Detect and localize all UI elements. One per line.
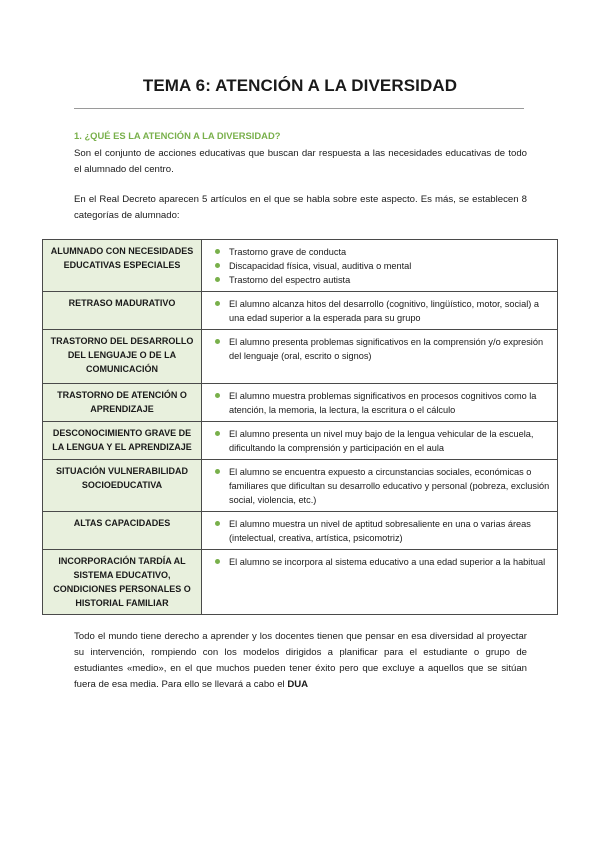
category-item: El alumno presenta un nivel muy bajo de la lengua vehicular de la escuela, dificultando la comprensión y participación en el aula bbox=[214, 427, 551, 455]
category-description bbox=[202, 422, 558, 460]
category-description bbox=[202, 330, 558, 384]
category-item: El alumno alcanza hitos del desarrollo (cognitivo, lingüístico, motor, social) a una edad superior a la esperada para su grupo bbox=[214, 297, 551, 325]
category-item: El alumno muestra un nivel de aptitud sobresaliente en una o varias áreas (intelectual, creativa, artística, psicomotriz) bbox=[214, 517, 551, 545]
category-description bbox=[202, 512, 558, 550]
category-label: TRASTORNO DEL DESARROLLO DEL LENGUAJE O DE LA COMUNICACIÓN bbox=[43, 330, 202, 384]
category-row bbox=[43, 512, 558, 550]
category-description bbox=[202, 292, 558, 330]
category-item: El alumno se incorpora al sistema educativo a una edad superior a la habitual bbox=[214, 555, 551, 569]
category-item-list bbox=[214, 335, 551, 363]
category-row bbox=[43, 422, 558, 460]
category-label: INCORPORACIÓN TARDÍA AL SISTEMA EDUCATIVO, CONDICIONES PERSONALES O HISTORIAL FAMILIAR bbox=[43, 550, 202, 615]
category-label: ALUMNADO CON NECESIDADES EDUCATIVAS ESPECIALES bbox=[43, 240, 202, 292]
category-item-list bbox=[214, 297, 551, 325]
category-row bbox=[43, 330, 558, 384]
categories-table-body bbox=[43, 240, 558, 615]
closing-emphasis: DUA bbox=[287, 679, 309, 690]
category-item-list bbox=[214, 517, 551, 545]
category-description bbox=[202, 460, 558, 512]
category-label: TRASTORNO DE ATENCIÓN O APRENDIZAJE bbox=[43, 384, 202, 422]
title-divider bbox=[74, 108, 524, 109]
title-rest: : ATENCIÓN A LA DIVERSIDAD bbox=[205, 76, 458, 95]
title-prefix: TEMA 6 bbox=[142, 76, 206, 95]
category-item-list bbox=[214, 555, 551, 569]
category-row bbox=[43, 292, 558, 330]
closing-text: Todo el mundo tiene derecho a aprender y los docentes tienen que pensar en esa diversidad al proyectar su intervención, rompiendo con los modelos dirigidos a planificar para el estudiante o grupo de estudiantes «medio», en el que muchos pueden tener éxito pero que excluye a aquellos que se sitúan fuera de esa media. Para ello se llevará a cabo el bbox=[74, 631, 527, 690]
section-number: 1. bbox=[74, 130, 82, 141]
category-item-list bbox=[214, 389, 551, 417]
intro-paragraph-2: En el Real Decreto aparecen 5 artículos en el que se habla sobre este aspecto. Es más, se establecen 8 categorías de alumnado: bbox=[74, 194, 527, 221]
category-row bbox=[43, 384, 558, 422]
category-description bbox=[202, 550, 558, 615]
closing-paragraph bbox=[74, 629, 527, 693]
section-heading-text: ¿QUÉ ES LA ATENCIÓN A LA DIVERSIDAD? bbox=[84, 130, 281, 141]
category-row bbox=[43, 240, 558, 292]
category-item: Discapacidad física, visual, auditiva o mental bbox=[214, 259, 551, 273]
category-item: Trastorno grave de conducta bbox=[214, 245, 551, 259]
category-label: ALTAS CAPACIDADES bbox=[43, 512, 202, 550]
category-item: El alumno muestra problemas significativos en procesos cognitivos como la atención, la memoria, la lectura, la escritura o el cálculo bbox=[214, 389, 551, 417]
category-item-list bbox=[214, 427, 551, 455]
category-row bbox=[43, 460, 558, 512]
categories-table bbox=[42, 239, 558, 615]
section-heading bbox=[74, 130, 280, 141]
category-description bbox=[202, 384, 558, 422]
category-item-list bbox=[214, 465, 551, 507]
category-row bbox=[43, 550, 558, 615]
category-item: El alumno presenta problemas significativos en la comprensión y/o expresión del lenguaje (oral, escrito o signos) bbox=[214, 335, 551, 363]
page-title bbox=[0, 76, 600, 96]
category-label: RETRASO MADURATIVO bbox=[43, 292, 202, 330]
category-item-list bbox=[214, 245, 551, 287]
category-label: SITUACIÓN VULNERABILIDAD SOCIOEDUCATIVA bbox=[43, 460, 202, 512]
category-item: Trastorno del espectro autista bbox=[214, 273, 551, 287]
category-item: El alumno se encuentra expuesto a circunstancias sociales, económicas o familiares que dificultan su desarrollo educativo y personal (pobreza, exclusión social, violencia, etc.) bbox=[214, 465, 551, 507]
intro-paragraph-1: Son el conjunto de acciones educativas que buscan dar respuesta a las necesidades educativas de todo el alumnado del centro. bbox=[74, 148, 527, 175]
category-label: DESCONOCIMIENTO GRAVE DE LA LENGUA Y EL APRENDIZAJE bbox=[43, 422, 202, 460]
category-description bbox=[202, 240, 558, 292]
